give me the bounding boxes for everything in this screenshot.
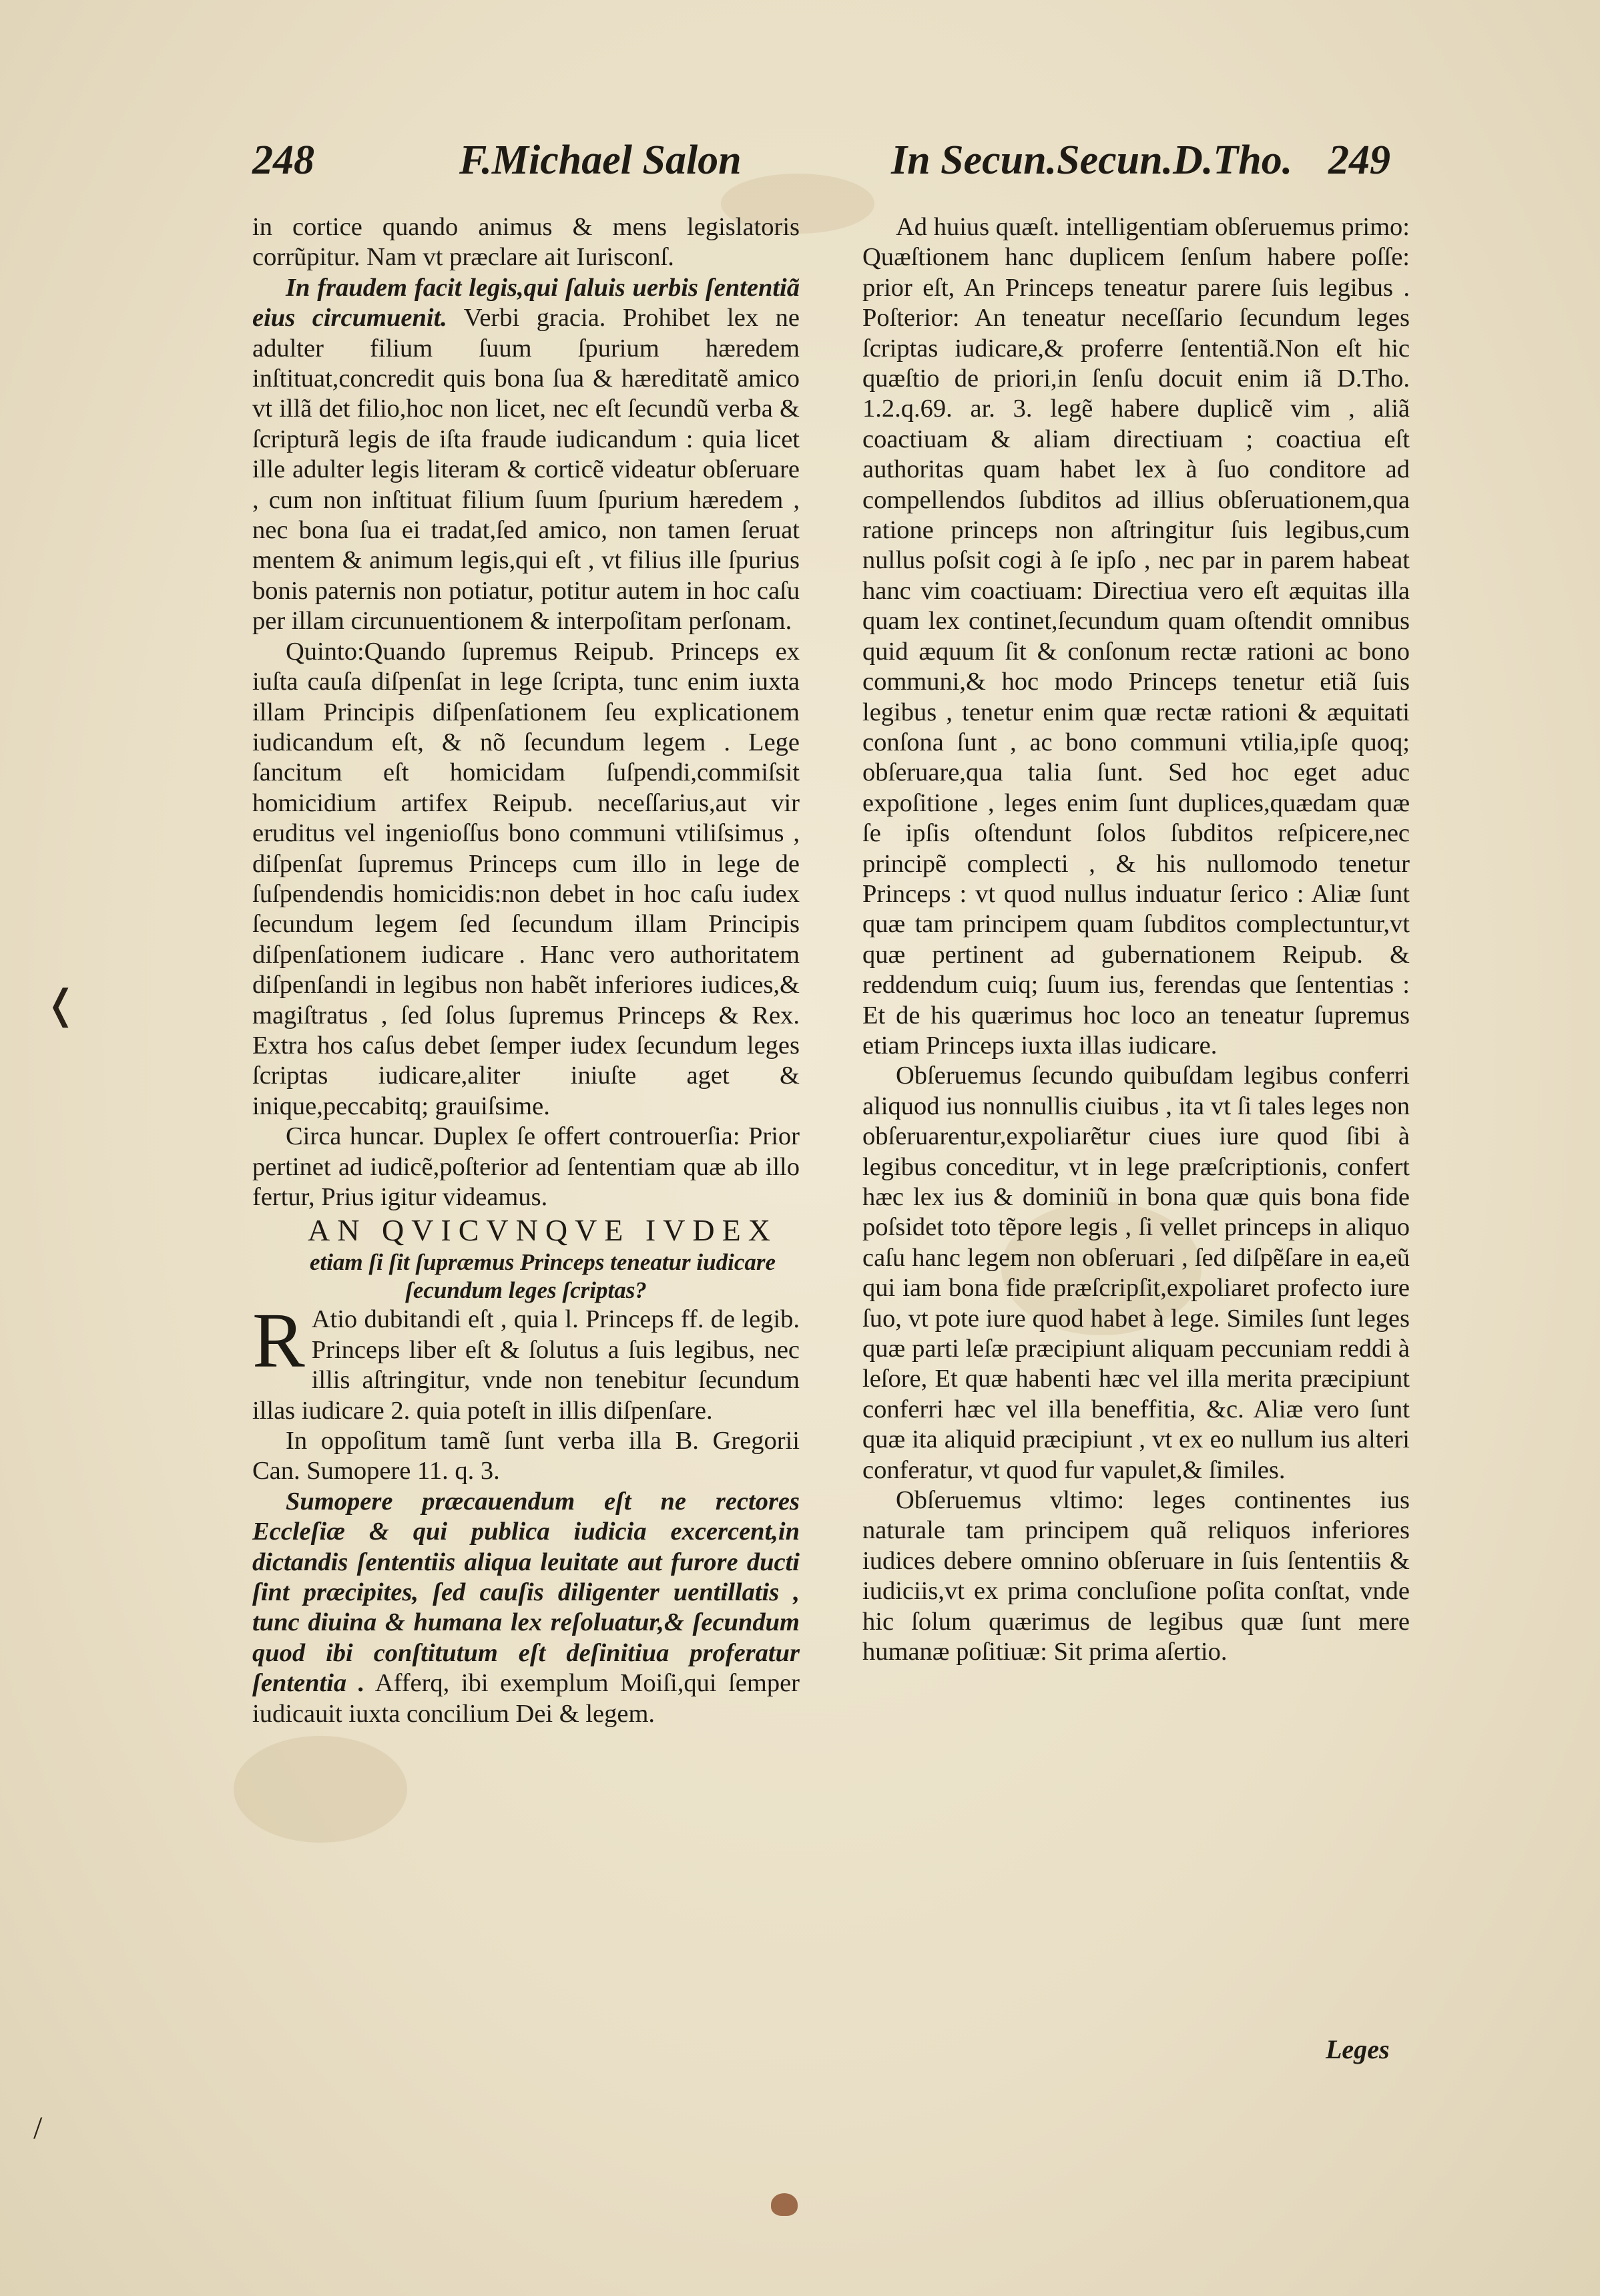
paragraph-text: Ad huius quæſt. intelligentiam obſeruemus primo: Quæſtionem hanc duplicem ſenſum habere poſſe: prior eſt, An Princeps teneatur parere ſuis legibus . Poſterior: An teneatur neceſſario ſecundum leges ſcriptas iudicare,& proferre ſententiã.Non eſt hic quæſtio de priori,in ſenſu docuit enim iã D.Tho. 1.2.q.69. ar. 3. legẽ habere duplicẽ vim , aliã coactiuam & aliam directiuam ; coactiua eſt authoritas quam habet lex à ſuo conditore ad compellendos ſubditos ad illius obſeruationem,qua ratione princeps non aſtringitur ſuis legibus,cum nullus poſsit cogi à ſe ipſo , nec par in parem habeat hanc vim coactiuam: Directiua vero eſt æquitas illa quam lex continet,ſecundum quam oſtendit omnibus quid æquum ſit & conſonum rectæ rationi ac bono communi,& hoc modo Princeps tenetur etiã ſuis legibus , tenetur enim quæ rectæ rationi & æquitati conſona ſunt , ac bono communi vtilia,ipſe quoq; obſeruare,qua talia ſunt. Sed hoc eget aduc expoſitione , leges enim ſunt duplices,quædam quæ ſe ipſis oſtendunt ſolos ſubditos reſpicere,nec principẽ complecti , & his nullomodo tenetur Princeps : vt quod nullus induatur ſerico : Aliæ ſunt quæ tam principem quam ſubditos complectuntur,vt quæ pertinent ad gubernationem Reipub. & reddendum cuiq; ſuum ius, ferendas que ſententias : Et de his quærimus hoc loco an teneatur ſupremus etiam Princeps iuxta illas iudicare.: [862, 213, 1410, 1060]
paragraph: [862, 1485, 1410, 1667]
paragraph: [862, 212, 1410, 1061]
paragraph: [252, 1122, 800, 1212]
paragraph: [862, 1061, 1410, 1485]
right-page-number: 249: [1328, 138, 1390, 183]
right-column: [862, 212, 1410, 1668]
paragraph-text: Quinto:Quando ſupremus Reipub. Princeps ex iuſta cauſa diſpenſat in lege ſcripta, tunc enim iuxta illam Principis diſpenſationem ſeu explicationem iudicandum eſt, & nõ ſecundum legem . Lege ſancitum eſt homicidam ſuſpendi,commiſsit homicidium artifex Reipub. neceſſarius,aut vir eruditus vel ingenioſſus bono communi vtiliſsimus , diſpenſat ſupremus Princeps cum illo in lege de ſuſpendendis homicidis:non debet in hoc caſu iudex ſecundum legem ſed ſecundum illam Principis diſpenſationem iudicare . Hanc vero authoritatem diſpenſandi in legibus non habẽt inferiores iudices,& magiſtratus , ſed ſolus ſupremus Princeps & Rex. Extra hos caſus debet ſemper iudex ſecundum leges ſcriptas iudicare,aliter iniuſte aget & inique,peccabitq; grauiſsime.: [252, 637, 800, 1120]
right-running-title: In Secun.Secun.D.Tho.: [891, 138, 1293, 183]
left-column: [252, 212, 800, 1729]
printers-ornament: [771, 2193, 798, 2216]
paragraph: [252, 273, 800, 637]
catchword: Leges: [1326, 2034, 1390, 2064]
margin-mark: /: [33, 2110, 43, 2146]
paragraph-text: Circa huncar. Duplex ſe offert controuerſia: Prior pertinet ad iudicẽ,poſterior ad ſententiam quæ ab illo fertur, Prius igitur videamus.: [252, 1122, 800, 1211]
left-page-number: 248: [252, 138, 314, 183]
stain: [234, 1736, 407, 1843]
paragraph-text: In oppoſitum tamẽ ſunt verba illa B. Gregorii Can. Sumopere 11. q. 3.: [252, 1427, 800, 1485]
paragraph-text: Verbi gracia. Prohibet lex ne adulter filium ſuum ſpurium hæredem inſtituat,concredit quis bona ſua & hæreditatẽ amico vt illã det filio,hoc non licet, nec eſt ſecundũ verba & ſcripturã legis de iſta fraude iudicandum : quia licet ille adulter legis literam & corticẽ videatur obſeruare , cum non inſtituat filium ſuum ſpurium hæredem , nec bona ſua ei tradat,ſed amico, non tamen ſeruat mentem & animum legis,qui eſt , vt filius ille ſpurius bonis paternis non potiatur, potitur autem in hoc caſu per illam circunuentionem & interpoſitam perſonam.: [252, 304, 800, 636]
right-column-body: [862, 212, 1410, 1668]
paragraph: [252, 1426, 800, 1487]
paragraph-text: Obſeruemus ſecundo quibuſdam legibus conferri aliquod ius nonnullis ciuibus , ita vt ſi tales leges non obſeruarentur,expoliarẽtur ciues iure quod ſibi à legibus conceditur, vt in lege præſcriptionis, confert hæc lex ius & dominiũ in bona quæ quis bona fide poſsidet toto tẽpore legis , ſi vellet princeps in aliquo caſu hanc legem non obſeruari , ſed diſpẽſare in ea,eũ qui iam bona fide præſcripſit,expoliaret profecto iure ſuo, vt pote iure quod habet à lege. Similes ſunt leges quæ parti leſæ præcipiunt aliquam peccuniam reddi à leſore, Et quæ habenti hæc vel illa merita præcipiunt conferri hæc vel illa beneffitia, &c. Aliæ vero ſunt quæ ita aliquid præcipiunt , vt ex eo nullum ius alteri conferatur, vt quod fur vapulet,& ſimiles.: [862, 1062, 1410, 1484]
italic-quotation: Sumopere præcauendum eſt ne rectores Eccleſiæ & qui publica iudicia excercent,in dictandis ſententiis aliqua leuitate aut furore ducti ſint præcipites, ſed cauſis diligenter uentillatis , tunc diuina & humana lex reſoluatur,& ſecundum quod ibi conſtitutum eſt deſinitiua proferatur ſententia .: [252, 1487, 800, 1698]
left-running-title: F.Michael Salon: [459, 138, 742, 183]
left-column-body-after: [252, 1297, 800, 1729]
paragraph-text: Obſeruemus vltimo: leges continentes ius naturale tam principem quã reliquos inferiores iudices debere omnino obſeruare in ſuis ſententiis & iudiciis,vt ex prima concluſione poſita conſtat, vnde hic ſolum quærimus de legibus quæ ſunt mere humanæ poſitiuæ: Sit prima aſertio.: [862, 1486, 1410, 1666]
paragraph-text: Afferq, ibi exemplum Moiſi,qui ſemper iudicauit iuxta concilium Dei & legem.: [252, 1669, 800, 1728]
paragraph: [252, 1297, 800, 1426]
question-heading: AN QVICVNQVE IVDEX: [308, 1213, 778, 1248]
paragraph-text: Atio dubitandi eſt , quia l. Princeps ff. de legib. Princeps liber eſt & ſolutus a ſuis legibus, nec illis aſtringitur, vnde non tenebitur ſecundum illas iudicare 2. quia poteſt in illis diſpenſare.: [252, 1305, 800, 1425]
paragraph: [252, 637, 800, 1122]
margin-mark: ❬: [44, 983, 78, 1027]
left-column-body: [252, 212, 800, 1212]
paragraph: [252, 212, 800, 273]
paragraph-text: in cortice quando animus & mens legislatoris corrũpitur. Nam vt præclare ait Iurisconſ.: [252, 213, 800, 272]
drop-cap: R: [252, 1297, 305, 1385]
italic-quotation: In fraudem facit legis,qui ſaluis uerbis ſententiã eius circumuenit.: [252, 273, 800, 332]
paragraph: [252, 1487, 800, 1729]
question-subheading: etiam ſi ſit ſupræmus Princeps teneatur iudicare ſecundum leges ſcriptas?: [309, 1249, 776, 1304]
